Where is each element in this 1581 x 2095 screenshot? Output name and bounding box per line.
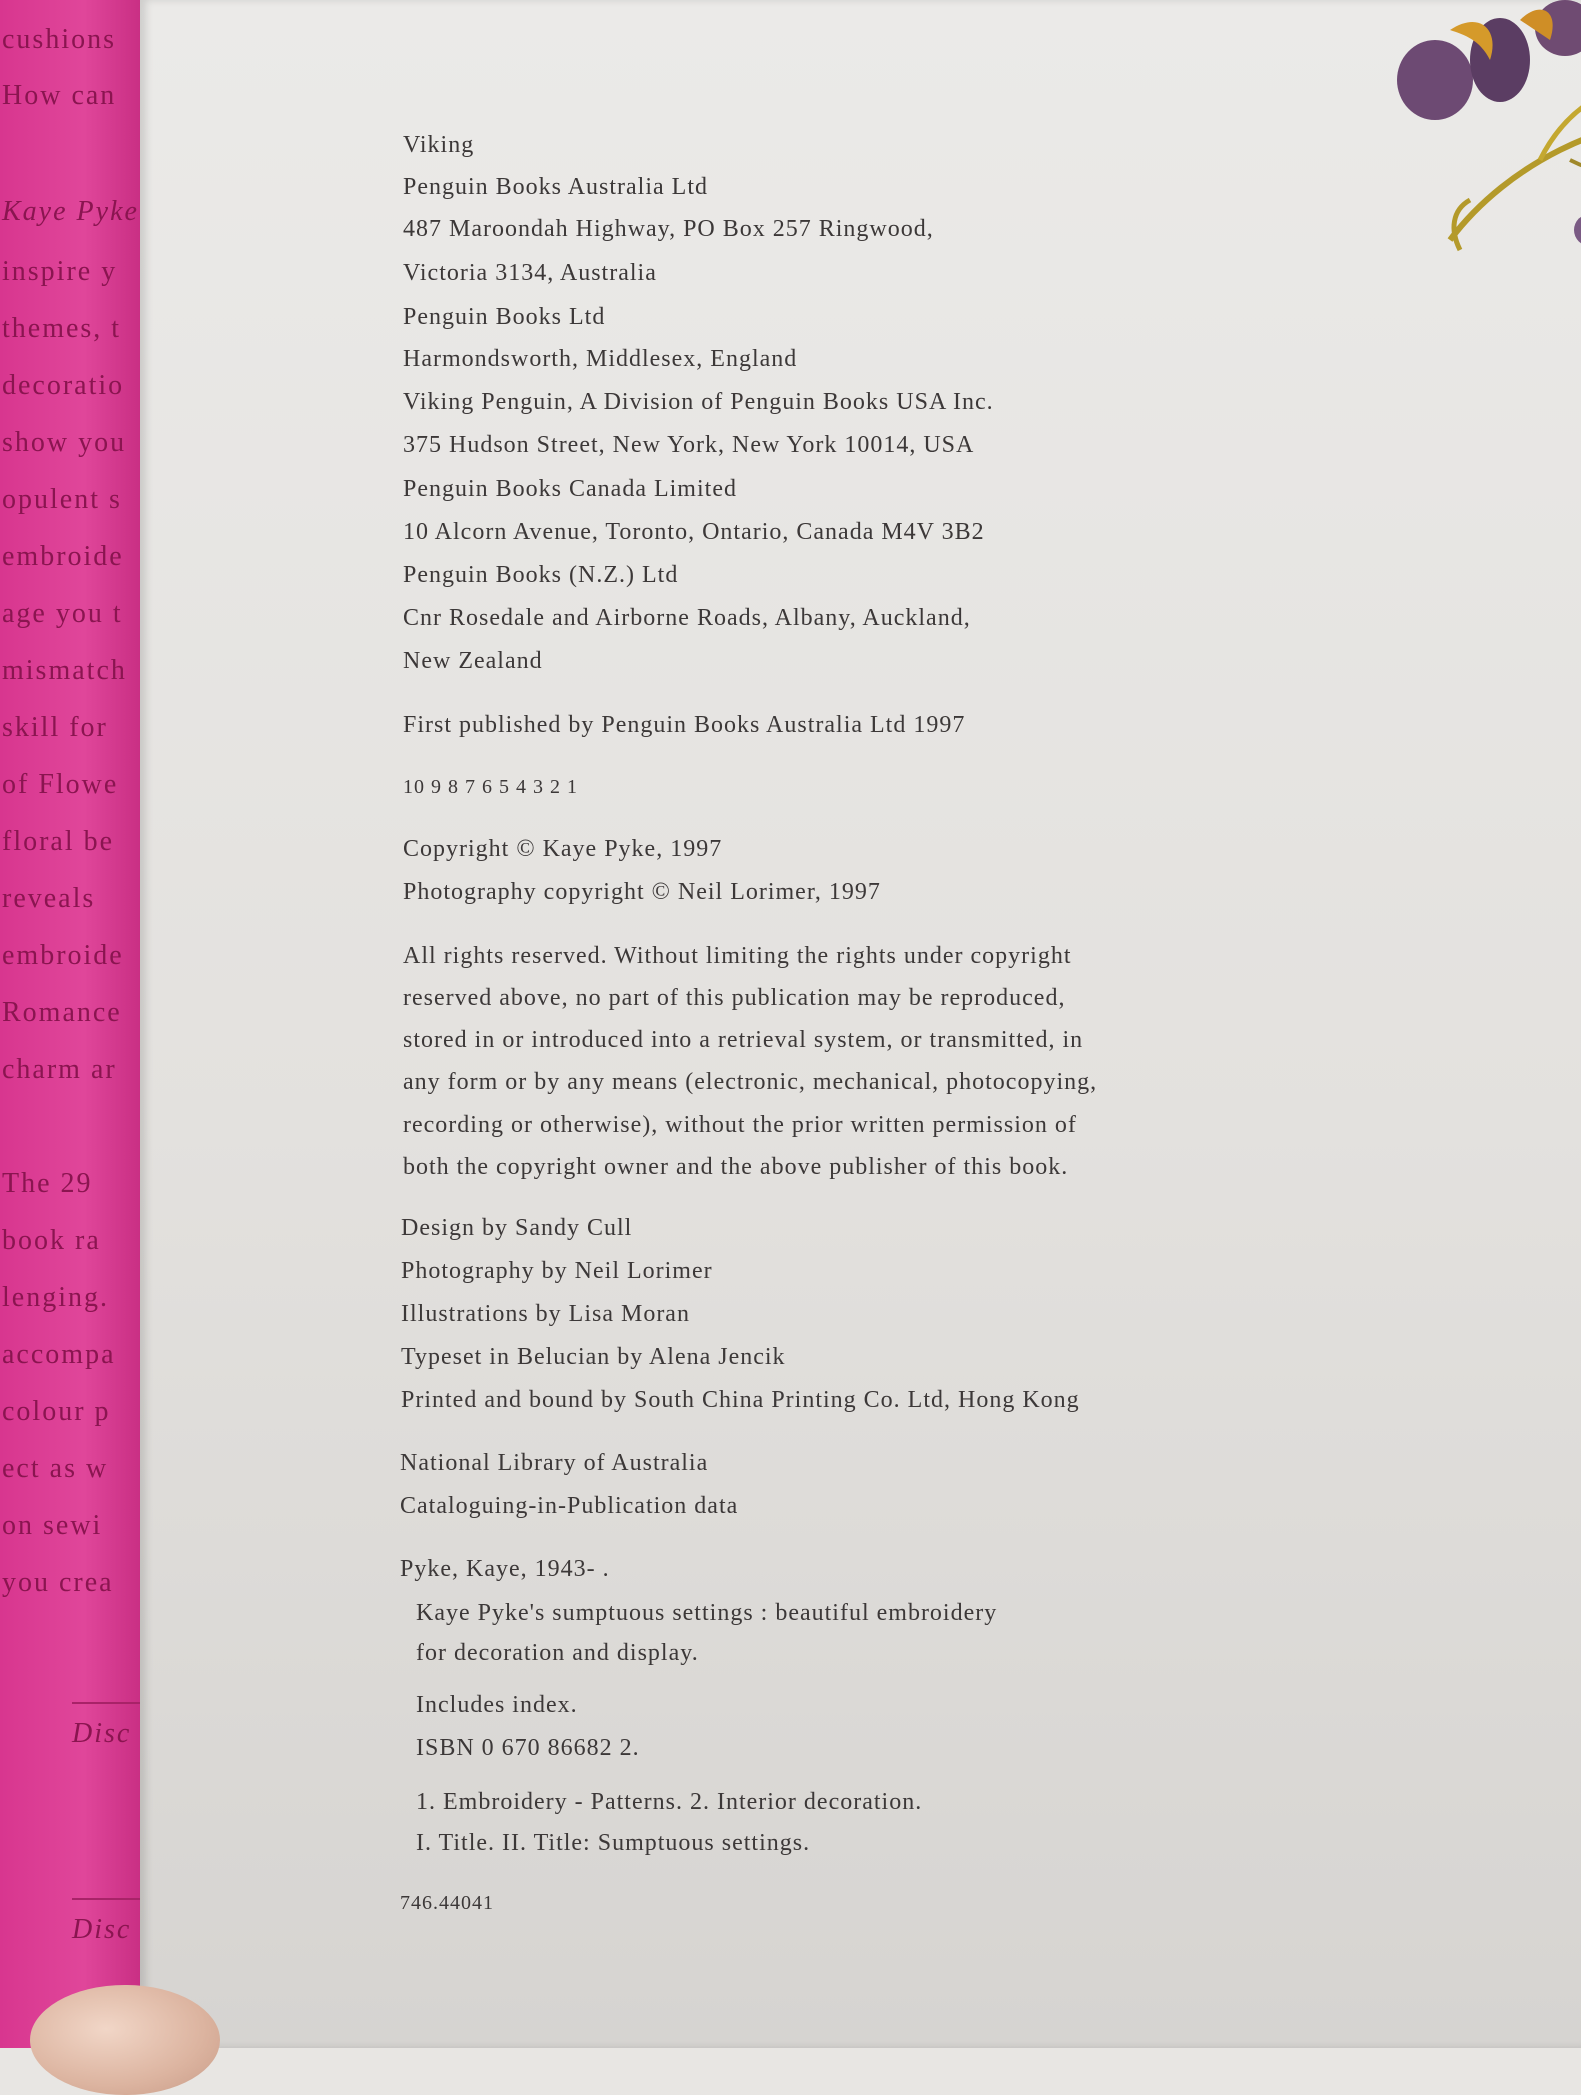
- imprint-line: Viking: [403, 132, 475, 158]
- flap-text-line: decoratio: [2, 370, 125, 401]
- credit-line: Typeset in Belucian by Alena Jencik: [401, 1344, 786, 1370]
- flap-text-line: The 29: [2, 1168, 93, 1199]
- imprint-line: Penguin Books (N.Z.) Ltd: [403, 562, 679, 588]
- flap-text-line: inspire y: [2, 256, 118, 287]
- flap-text-line: embroide: [2, 940, 124, 971]
- flap-text-line: show you: [2, 427, 127, 458]
- flap-text-line: mismatch: [2, 655, 127, 686]
- imprint-line: Penguin Books Canada Limited: [403, 476, 737, 502]
- copyright-line: Photography copyright © Neil Lorimer, 1997: [403, 879, 881, 905]
- cip-includes: Includes index.: [416, 1692, 578, 1718]
- rights-line: recording or otherwise), without the prior written permission of: [403, 1112, 1077, 1138]
- cover-flap: [0, 0, 140, 2048]
- cip-classification: 746.44041: [400, 1892, 494, 1914]
- flap-text-line: book ra: [2, 1225, 101, 1256]
- flap-text-line: embroide: [2, 541, 124, 572]
- flap-text-line: on sewi: [2, 1510, 103, 1541]
- flap-text-line: opulent s: [2, 484, 122, 515]
- cip-title-line: Kaye Pyke's sumptuous settings : beautiful embroidery: [416, 1600, 998, 1626]
- credit-line: Illustrations by Lisa Moran: [401, 1301, 690, 1327]
- library-line: National Library of Australia: [400, 1450, 709, 1476]
- credit-line: Printed and bound by South China Printing Co. Ltd, Hong Kong: [401, 1387, 1080, 1413]
- cip-isbn: ISBN 0 670 86682 2.: [416, 1735, 640, 1761]
- flap-text-line: of Flowe: [2, 769, 119, 800]
- first-published: First published by Penguin Books Australia Ltd 1997: [403, 712, 966, 738]
- imprint-line: 10 Alcorn Avenue, Toronto, Ontario, Canada M4V 3B2: [403, 519, 985, 545]
- thumb: [30, 1985, 220, 2095]
- flap-text-line: reveals: [2, 883, 96, 914]
- cip-subjects: 1. Embroidery - Patterns. 2. Interior decoration.: [416, 1789, 923, 1815]
- flap-divider: [72, 1898, 140, 1900]
- imprint-line: Harmondsworth, Middlesex, England: [403, 346, 798, 372]
- imprint-line: Penguin Books Ltd: [403, 304, 606, 330]
- rights-line: All rights reserved. Without limiting the rights under copyright: [403, 943, 1072, 969]
- flap-text-line: floral be: [2, 826, 115, 857]
- flap-text-line: colour p: [2, 1396, 111, 1427]
- cip-subjects: I. Title. II. Title: Sumptuous settings.: [416, 1830, 811, 1856]
- imprint-line: Cnr Rosedale and Airborne Roads, Albany, Auckland,: [403, 605, 971, 631]
- imprint-line: New Zealand: [403, 648, 543, 674]
- flap-text-line: accompa: [2, 1339, 116, 1370]
- flap-divider: [72, 1702, 140, 1704]
- flap-text-line: skill for: [2, 712, 108, 743]
- rights-line: both the copyright owner and the above publisher of this book.: [403, 1154, 1069, 1180]
- copyright-line: Copyright © Kaye Pyke, 1997: [403, 836, 723, 862]
- flap-text-line: charm ar: [2, 1054, 117, 1085]
- credit-line: Design by Sandy Cull: [401, 1215, 633, 1241]
- rights-line: any form or by any means (electronic, mechanical, photocopying,: [403, 1069, 1098, 1095]
- flap-text-line: themes, t: [2, 313, 122, 344]
- credit-line: Photography by Neil Lorimer: [401, 1258, 713, 1284]
- imprint-line: 487 Maroondah Highway, PO Box 257 Ringwood,: [403, 216, 934, 242]
- rights-line: stored in or introduced into a retrieval system, or transmitted, in: [403, 1027, 1084, 1053]
- imprint-page: [140, 0, 1581, 2048]
- imprint-line: 375 Hudson Street, New York, New York 10014, USA: [403, 432, 975, 458]
- flap-text-line: you crea: [2, 1567, 114, 1598]
- flap-text-line: Disc: [72, 1718, 132, 1749]
- flap-text-line: cushions: [2, 24, 116, 55]
- cip-author: Pyke, Kaye, 1943- .: [400, 1556, 610, 1582]
- library-line: Cataloguing-in-Publication data: [400, 1493, 739, 1519]
- imprint-line: Penguin Books Australia Ltd: [403, 174, 708, 200]
- flap-text-line: Kaye Pyke: [2, 196, 139, 227]
- flap-text-line: ect as w: [2, 1453, 109, 1484]
- imprint-line: Victoria 3134, Australia: [403, 260, 657, 286]
- rights-line: reserved above, no part of this publication may be reproduced,: [403, 985, 1066, 1011]
- floral-illustration: [1390, 0, 1581, 300]
- cip-title-line: for decoration and display.: [416, 1640, 699, 1666]
- flap-text-line: Romance: [2, 997, 122, 1028]
- flap-text-line: How can: [2, 80, 117, 111]
- imprint-line: Viking Penguin, A Division of Penguin Books USA Inc.: [403, 389, 994, 415]
- flap-text-line: age you t: [2, 598, 123, 629]
- flap-text-line: Disc: [72, 1914, 132, 1945]
- printing-line: 10 9 8 7 6 5 4 3 2 1: [403, 776, 578, 798]
- flap-text-line: lenging.: [2, 1282, 109, 1313]
